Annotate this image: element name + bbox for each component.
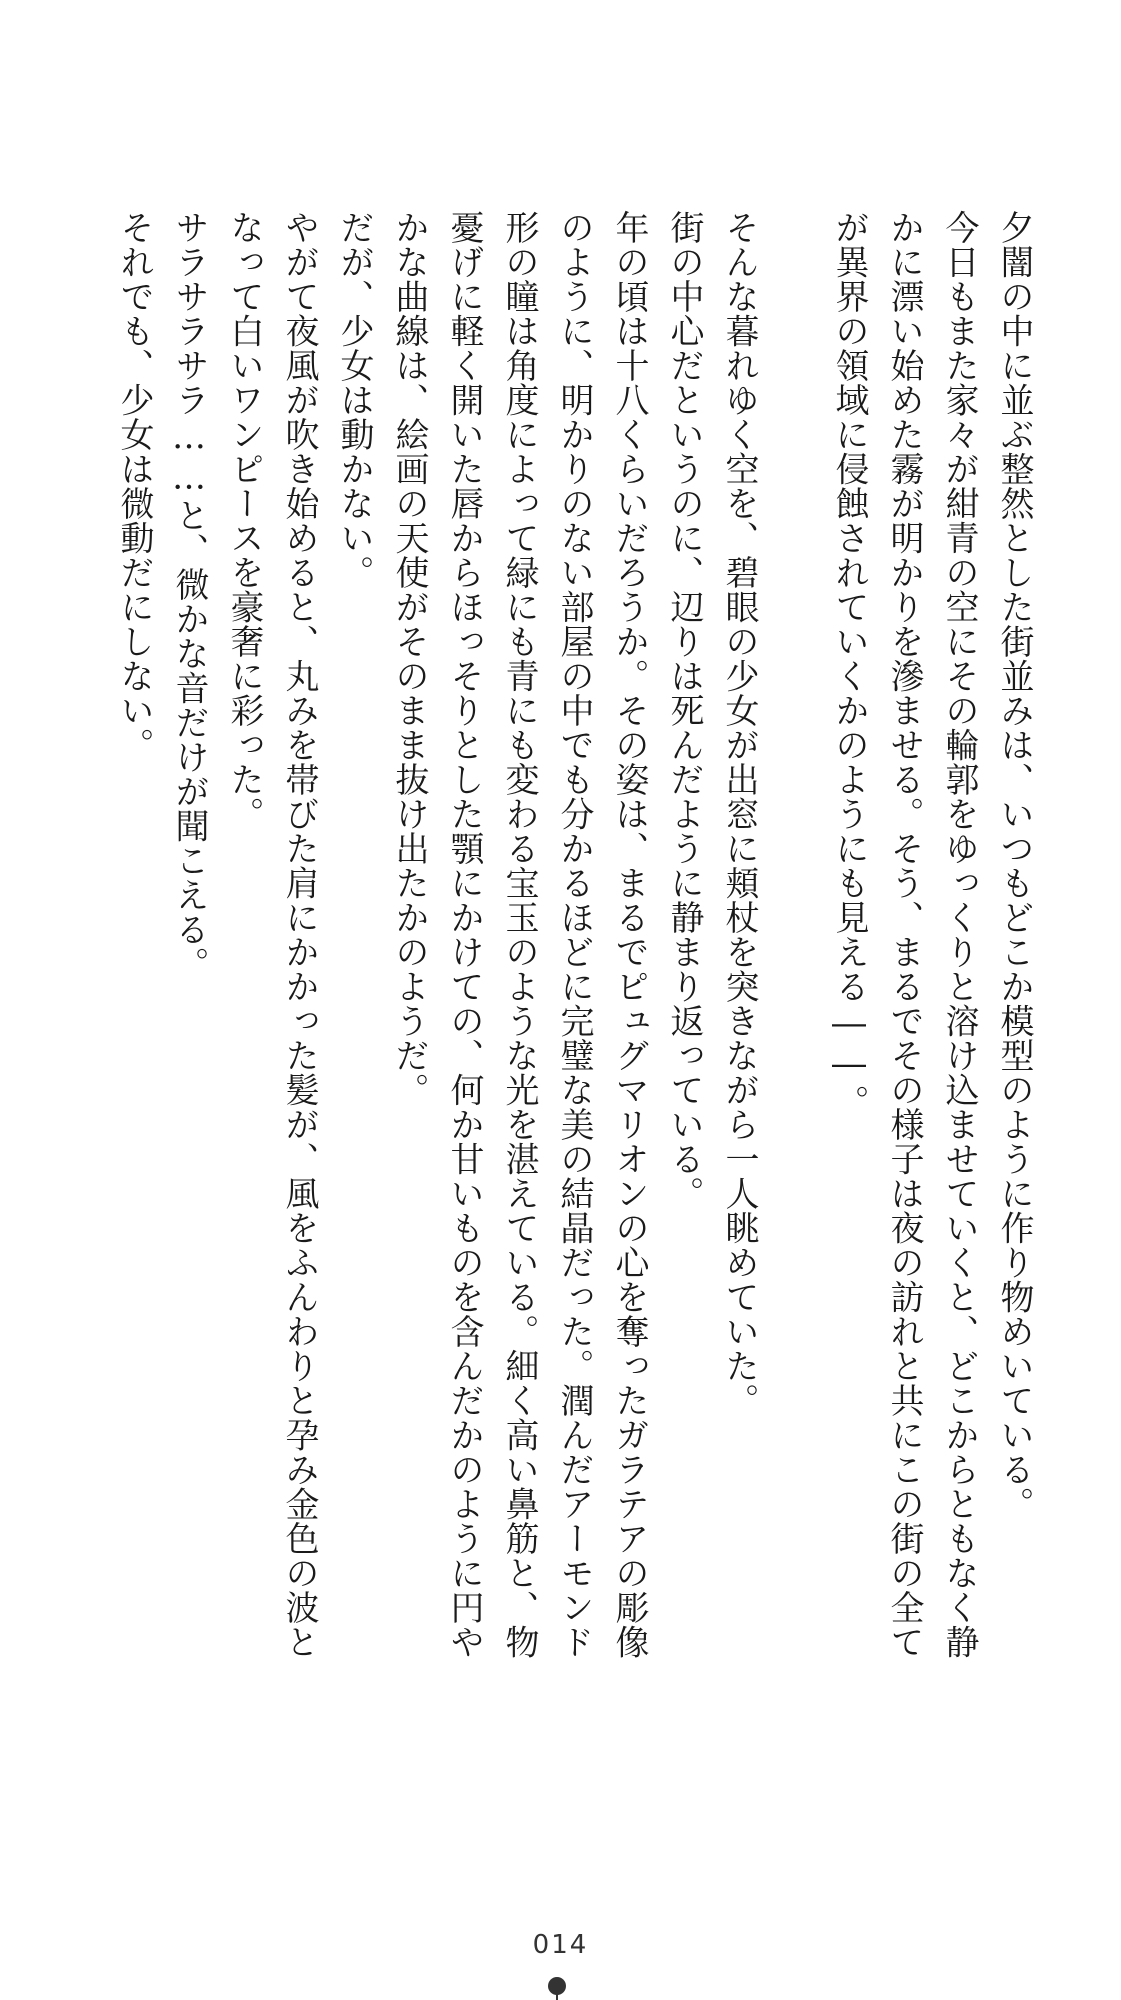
paragraph: それでも、少女は微動だにしない。 [114,210,154,762]
page-number: 014 [532,1930,589,1960]
paragraph: だが、少女は動かない。 [334,210,374,590]
paragraph: やがて夜風が吹き始めると、丸みを帯びた肩にかかった髪が、風をふんわりと孕み金色の波となって白いワンピースを豪奢に彩った。 [224,210,319,1659]
paragraph: そんな暮れゆく空を、碧眼の少女が出窓に頬杖を突きながら一人眺めていた。 [719,210,759,1418]
paragraph: 街の中心だというのに、辺りは死んだように静まり返っている。 [664,210,704,1211]
section-break [766,210,821,1660]
paragraph: 年の頃は十八くらいだろうか。その姿は、まるでピュグマリオンの心を奪ったガラテアの彫像のように、明かりのない部屋の中でも分かるほどに完璧な美の結晶だった。潤んだアーモンド形の瞳は角度によって緑にも青にも変わる宝玉のような光を湛えている。細く高い鼻筋と、物憂げに軽く開いた唇からほっそりとした顎にかけての、何か甘いものを含んだかのように円やかな曲線は、絵画の天使がそのまま抜け出たかのようだ。 [389,210,649,1659]
paragraph: サラサラサラ……と、微かな音だけが聞こえる。 [169,210,209,981]
paragraph: 夕闇の中に並ぶ整然とした街並みは、いつもどこか模型のように作り物めいている。 [994,210,1034,1521]
page-marker-tick [556,1990,558,2000]
vertical-text-body [106,210,1041,1660]
paragraph: 今日もまた家々が紺青の空にその輪郭をゆっくりと溶け込ませていくと、どこからともなく静かに漂い始めた霧が明かりを滲ませる。そう、まるでその様子は夜の訪れと共にこの街の全てが異界の領域に侵蝕されていくかのようにも見える――。 [829,210,979,1659]
